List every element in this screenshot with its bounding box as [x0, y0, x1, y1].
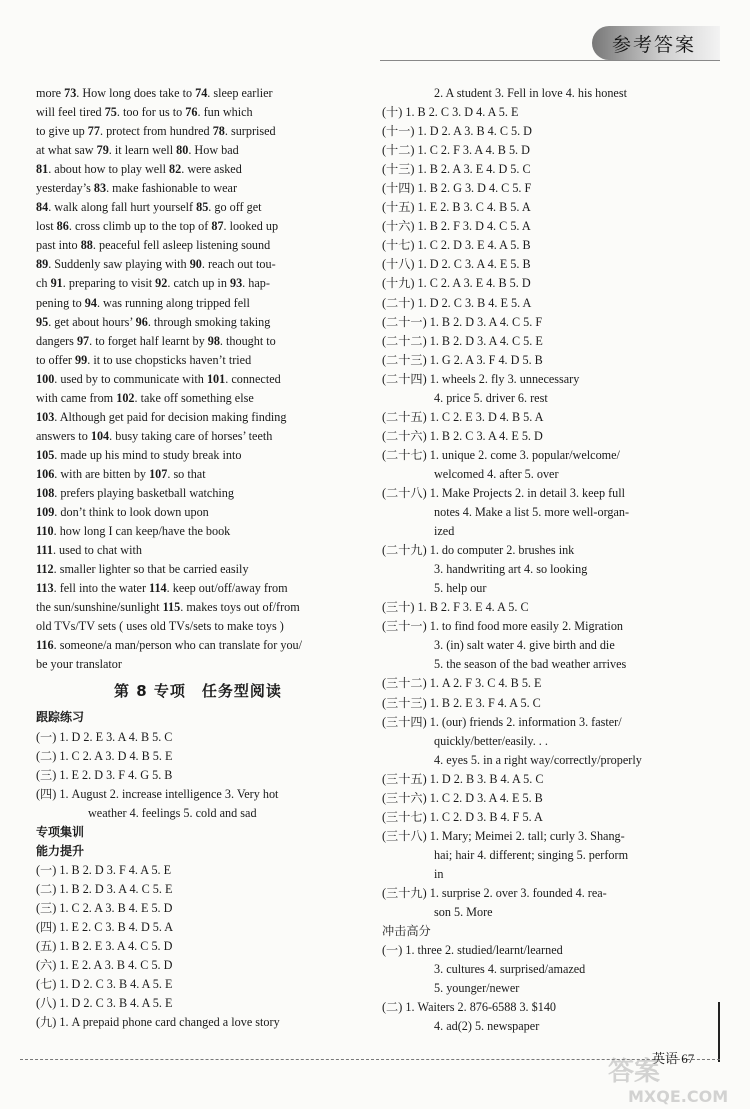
- answer-line: hai; hair 4. different; singing 5. perform: [434, 847, 629, 862]
- answer-line: (二十三) 1. G 2. A 3. F 4. D 5. B: [382, 352, 543, 367]
- section-title: 第 8 专项 任务型阅读: [114, 682, 282, 701]
- answer-line: (一) 1. D 2. E 3. A 4. B 5. C: [36, 729, 173, 744]
- answer-line: 89. Suddenly saw playing with 90. reach out tou-: [36, 257, 276, 272]
- answer-line: (十八) 1. D 2. C 3. A 4. E 5. B: [382, 257, 531, 272]
- answer-line: (八) 1. D 2. C 3. B 4. A 5. E: [36, 996, 173, 1011]
- answer-line: (二十九) 1. do computer 2. brushes ink: [382, 543, 575, 558]
- answer-line: 5. younger/newer: [434, 981, 520, 996]
- answer-line: 112. smaller lighter so that be carried easily: [36, 562, 249, 577]
- answer-line: (三十四) 1. (our) friends 2. information 3. faster/: [382, 714, 622, 729]
- right-column: [382, 84, 702, 1036]
- answer-line: 108. prefers playing basketball watching: [36, 485, 234, 500]
- watermark-logo: [600, 1050, 740, 1106]
- answer-line: quickly/better/easily. . .: [434, 733, 548, 748]
- svg-text:MXQE.COM: MXQE.COM: [628, 1087, 729, 1106]
- answer-line: (十) 1. B 2. C 3. D 4. A 5. E: [382, 105, 519, 120]
- answer-line: (四) 1. E 2. C 3. B 4. D 5. A: [36, 919, 174, 934]
- answer-line: (三十三) 1. B 2. E 3. F 4. A 5. C: [382, 695, 541, 710]
- answer-line: be your translator: [36, 657, 122, 672]
- answer-line: 冲击高分: [382, 924, 431, 939]
- answer-line: past into 88. peaceful fell asleep listening sound: [36, 238, 271, 253]
- answer-line: 2. A student 3. Fell in love 4. his honest: [434, 86, 627, 100]
- answer-line: pening to 94. was running along tripped fell: [36, 295, 250, 310]
- answer-line: son 5. More: [434, 905, 493, 920]
- answer-line: dangers 97. to forget half learnt by 98. thought to: [36, 333, 276, 348]
- answer-line: (三十七) 1. C 2. D 3. B 4. F 5. A: [382, 809, 543, 824]
- answer-line: (三十二) 1. A 2. F 3. C 4. B 5. E: [382, 676, 542, 691]
- answer-line: at what saw 79. it learn well 80. How bad: [36, 143, 239, 158]
- answer-line: (二) 1. B 2. D 3. A 4. C 5. E: [36, 881, 173, 896]
- answer-line: 95. get about hours’ 96. through smoking taking: [36, 314, 271, 329]
- answer-line: (十九) 1. C 2. A 3. E 4. B 5. D: [382, 276, 531, 291]
- answer-line: the sun/sunshine/sunlight 115. makes toys out of/from: [36, 600, 300, 615]
- answer-line: 109. don’t think to look down upon: [36, 505, 209, 520]
- footer-subject: 英语: [652, 1051, 679, 1066]
- left-answer-lines: [36, 84, 360, 674]
- answer-line: to offer 99. it to use chopsticks haven’t tried: [36, 352, 252, 367]
- answer-line: (三) 1. E 2. D 3. F 4. G 5. B: [36, 767, 173, 782]
- answer-line: (六) 1. E 2. A 3. B 4. C 5. D: [36, 958, 173, 973]
- header-rule: [380, 60, 720, 61]
- footer-page-number: 67: [681, 1051, 695, 1066]
- answer-line: 103. Although get paid for decision making finding: [36, 409, 287, 424]
- answer-line: (十七) 1. C 2. D 3. E 4. A 5. B: [382, 238, 531, 253]
- answer-line: (二) 1. C 2. A 3. D 4. B 5. E: [36, 748, 173, 763]
- answer-line: 113. fell into the water 114. keep out/off/away from: [36, 581, 288, 596]
- follow-practice-heading: 跟踪练习: [36, 710, 85, 725]
- answer-line: 4. eyes 5. in a right way/correctly/properly: [434, 752, 642, 767]
- answer-line: ized: [434, 524, 455, 539]
- answer-line: will feel tired 75. too for us to 76. fun which: [36, 105, 253, 120]
- answer-line: (九) 1. A prepaid phone card changed a love story: [36, 1015, 280, 1030]
- answer-line: (二十六) 1. B 2. C 3. A 4. E 5. D: [382, 428, 543, 443]
- answer-line: (七) 1. D 2. C 3. B 4. A 5. E: [36, 977, 173, 992]
- answer-line: (十一) 1. D 2. A 3. B 4. C 5. D: [382, 124, 532, 139]
- answer-line: (二十一) 1. B 2. D 3. A 4. C 5. F: [382, 314, 543, 329]
- answer-line: 106. with are bitten by 107. so that: [36, 466, 206, 481]
- svg-text:答案: 答案: [608, 1057, 661, 1087]
- right-answer-lines: [382, 84, 702, 1036]
- follow-practice-answers: [36, 728, 360, 823]
- answer-line: (一) 1. three 2. studied/learnt/learned: [382, 943, 563, 958]
- answer-line: ch 91. preparing to visit 92. catch up in 93. hap-: [36, 276, 270, 291]
- answer-line: (三十九) 1. surprise 2. over 3. founded 4. rea-: [382, 885, 607, 900]
- answer-line: 84. walk along fall hurt yourself 85. go off get: [36, 200, 262, 215]
- answer-line: (二十) 1. D 2. C 3. B 4. E 5. A: [382, 295, 532, 310]
- answer-line: yesterday’s 83. make fashionable to wear: [36, 181, 238, 196]
- answer-line: (十三) 1. B 2. A 3. E 4. D 5. C: [382, 162, 531, 177]
- answer-line: to give up 77. protect from hundred 78. surprised: [36, 124, 276, 139]
- answer-line: 4. price 5. driver 6. rest: [434, 390, 548, 405]
- answer-line: 81. about how to play well 82. were asked: [36, 162, 242, 177]
- answer-line: (四) 1. August 2. increase intelligence 3. Very hot: [36, 786, 279, 801]
- answer-line: (三十八) 1. Mary; Meimei 2. tall; curly 3. Shang-: [382, 828, 625, 843]
- answer-line: (十二) 1. C 2. F 3. A 4. B 5. D: [382, 143, 530, 158]
- answer-line: (二十二) 1. B 2. D 3. A 4. C 5. E: [382, 333, 543, 348]
- answer-line: in: [434, 866, 444, 881]
- answer-line: 3. (in) salt water 4. give birth and die: [434, 638, 615, 653]
- answer-line: (十六) 1. B 2. F 3. D 4. C 5. A: [382, 219, 531, 234]
- answer-line: (五) 1. B 2. E 3. A 4. C 5. D: [36, 939, 173, 954]
- answer-line: 111. used to chat with: [36, 543, 142, 558]
- answer-line: (三十一) 1. to find food more easily 2. Migration: [382, 619, 624, 634]
- answer-line: more 73. How long does take to 74. sleep earlier: [36, 86, 273, 100]
- answer-line: (三十) 1. B 2. F 3. E 4. A 5. C: [382, 600, 529, 615]
- ability-answers: [36, 861, 360, 1032]
- answer-line: 110. how long I can keep/have the book: [36, 524, 231, 539]
- answer-line: old TVs/TV sets ( uses old TVs/sets to make toys ): [36, 619, 284, 634]
- answer-line: lost 86. cross climb up to the top of 87. looked up: [36, 219, 279, 234]
- answer-line: weather 4. feelings 5. cold and sad: [88, 805, 257, 820]
- answer-line: with came from 102. take off something else: [36, 390, 254, 405]
- answer-line: answers to 104. busy taking care of horses’ teeth: [36, 428, 273, 443]
- answer-line: welcomed 4. after 5. over: [434, 466, 559, 481]
- answer-line: (三) 1. C 2. A 3. B 4. E 5. D: [36, 900, 173, 915]
- answer-line: (三十六) 1. C 2. D 3. A 4. E 5. B: [382, 790, 543, 805]
- ability-heading: 能力提升: [36, 843, 85, 858]
- answer-line: 116. someone/a man/person who can translate for you/: [36, 638, 303, 653]
- answer-line: (十四) 1. B 2. G 3. D 4. C 5. F: [382, 181, 532, 196]
- answer-line: 5. help our: [434, 581, 487, 596]
- answer-line: (二十四) 1. wheels 2. fly 3. unnecessary: [382, 371, 580, 386]
- answer-line: 3. handwriting art 4. so looking: [434, 562, 588, 577]
- answer-line: 4. ad(2) 5. newspaper: [434, 1019, 540, 1034]
- answer-line: 5. the season of the bad weather arrives: [434, 657, 627, 672]
- page-header-title: 参考答案: [612, 34, 697, 56]
- answer-line: (三十五) 1. D 2. B 3. B 4. A 5. C: [382, 771, 544, 786]
- answer-line: 105. made up his mind to study break into: [36, 447, 242, 462]
- answer-line: (二十八) 1. Make Projects 2. in detail 3. keep full: [382, 485, 626, 500]
- answer-line: 3. cultures 4. surprised/amazed: [434, 962, 586, 977]
- answer-line: (二十五) 1. C 2. E 3. D 4. B 5. A: [382, 409, 544, 424]
- answer-line: (二) 1. Waiters 2. 876-6588 3. $140: [382, 1000, 557, 1015]
- special-training-heading: 专项集训: [36, 824, 85, 839]
- answer-line: notes 4. Make a list 5. more well-organ-: [434, 505, 630, 520]
- answer-line: 100. used by to communicate with 101. connected: [36, 371, 281, 386]
- answer-line: (二十七) 1. unique 2. come 3. popular/welcome/: [382, 447, 620, 462]
- left-column: [36, 84, 360, 1032]
- answer-line: (十五) 1. E 2. B 3. C 4. B 5. A: [382, 200, 531, 215]
- answer-line: (一) 1. B 2. D 3. F 4. A 5. E: [36, 862, 172, 877]
